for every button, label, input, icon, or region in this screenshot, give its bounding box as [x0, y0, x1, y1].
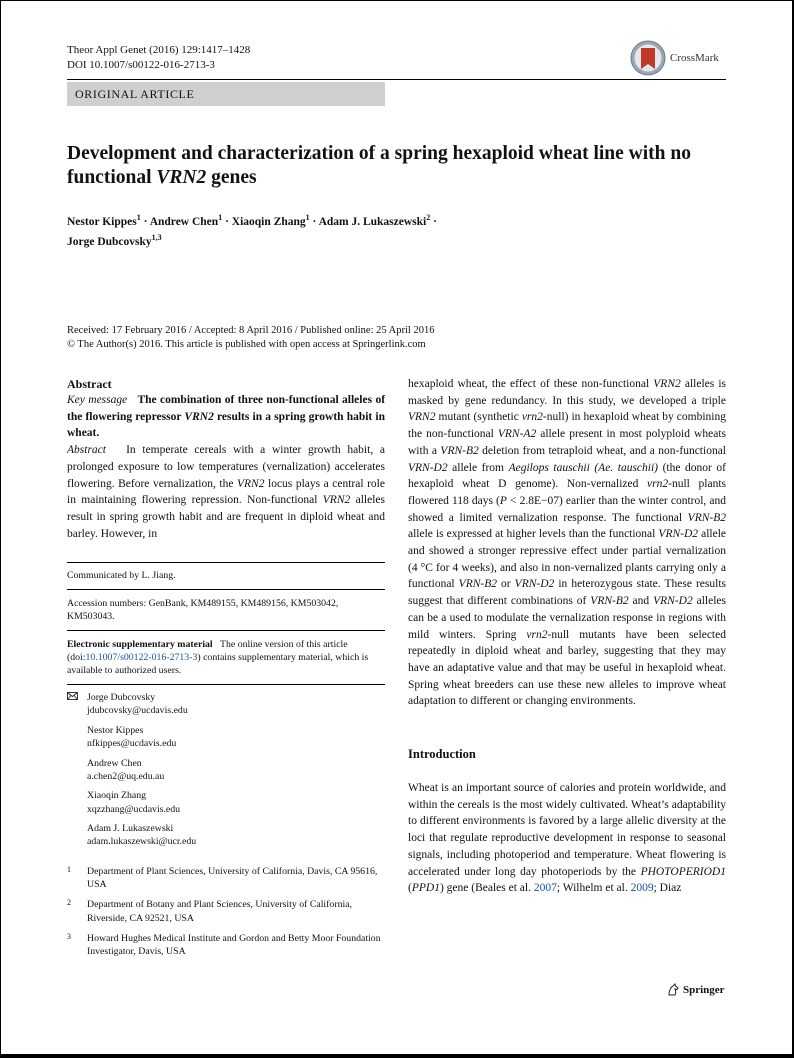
affiliation-number: 3: [67, 931, 71, 941]
affiliation-number: 2: [67, 898, 71, 908]
springer-horse-icon: [667, 983, 680, 996]
title-text-2: genes: [206, 167, 257, 188]
contact-name: Adam J. Lukaszewski: [87, 823, 174, 835]
affiliation-text: Department of Plant Sciences, University of California, Davis, CA 95616, USA: [87, 866, 378, 891]
title-text-1: Development and characterization of a spring hexaploid wheat line with no functional: [67, 143, 691, 188]
affiliation-number: 1: [67, 865, 71, 874]
contact-entry: [67, 691, 385, 717]
contact-entry: [67, 757, 385, 783]
author-affil-sup: 1,3: [151, 232, 162, 242]
abstract-label: Abstract: [67, 444, 106, 457]
contact-name: Xiaoqin Zhang: [87, 790, 147, 802]
publication-dates: [67, 324, 567, 352]
author-name[interactable]: Xiaoqin Zhang: [231, 215, 306, 228]
author-separator: ·: [309, 215, 319, 228]
communicated-by: Communicated by L. Jiang.: [67, 570, 176, 581]
abstract-text-left: Abstract In temperate cereals with a winter growth habit, a prolonged exposure to low temperatures (vernalization) accelerates flowering. Before vernalization, the VRN2 locus plays a central role in maintaining flowering repression. Non-functional VRN2 alleles result in spring growth habit and are frequent in diploid wheat and barley. However, in: [67, 444, 386, 540]
abstract-right-column: [408, 376, 726, 897]
contact-email[interactable]: adam.lukaszewski@ucr.edu: [87, 836, 197, 848]
author-name[interactable]: Andrew Chen: [149, 215, 219, 228]
author-affil-sup: 2: [426, 213, 431, 222]
introduction-text: Wheat is an important source of calories and protein worldwide, and within the cereals is the most widely cultivated. Wheat’s adaptability to different environments is favored by a large allelic diversity at the loci that regulate reproductive development in response to seasonal signals, including photoperiod and temperature. Wheat flowering is accelerated under long day photoperiods by the PHOTOPERIOD1 (PPD1) gene (Beales et al. 2007; Wilhelm et al. 2009; Diaz: [408, 782, 726, 895]
affiliation-entry: [67, 898, 385, 924]
author-name[interactable]: Adam J. Lukaszewski: [318, 215, 427, 228]
author-affil-sup: 1: [136, 213, 141, 222]
affiliations: [67, 865, 385, 965]
contact-name: Andrew Chen: [87, 757, 142, 769]
affiliation-text: Howard Hughes Medical Institute and Gordon and Betty Moor Foundation Investigator, Davis, USA: [87, 932, 381, 958]
author-separator: ·: [430, 215, 437, 228]
crossmark-label: CrossMark: [670, 52, 719, 64]
contact-email[interactable]: xqzzhang@ucdavis.edu: [87, 803, 181, 815]
author-name[interactable]: Jorge Dubcovsky: [67, 235, 152, 248]
affiliation-entry: [67, 865, 385, 891]
reference-link[interactable]: 2007: [533, 882, 557, 895]
page-border-left: [0, 0, 1, 1058]
reference-link[interactable]: 2009: [630, 882, 654, 895]
author-name[interactable]: Nestor Kippes: [67, 215, 137, 228]
affiliation-text: Department of Botany and Plant Sciences, University of California, Riverside, CA 92521, USA: [87, 899, 352, 924]
esm-label: Electronic supplementary material: [67, 639, 213, 650]
supplementary-doi-link[interactable]: 10.1007/s00122-016-2713-3: [85, 652, 198, 664]
author-separator: ·: [140, 215, 150, 228]
divider: [67, 589, 385, 590]
divider: [67, 684, 385, 685]
accession-numbers: Accession numbers: GenBank, KM489155, KM489156, KM503042, KM503043.: [67, 598, 339, 623]
page-border-bottom: [0, 1054, 794, 1058]
contact-email[interactable]: jdubcovsky@ucdavis.edu: [87, 705, 188, 717]
contact-entry: [67, 822, 385, 848]
dates-received-accepted: Received: 17 February 2016 / Accepted: 8 April 2016 / Published online: 25 April 2016: [67, 325, 435, 336]
journal-doi: DOI 10.1007/s00122-016-2713-3: [67, 58, 215, 71]
page-border-top: [0, 0, 794, 1]
crossmark-icon: [630, 40, 666, 76]
abstract-heading: Abstract: [67, 377, 112, 391]
contact-email[interactable]: a.chen2@uq.edu.au: [87, 770, 165, 782]
contact-email[interactable]: nfkippes@ucdavis.edu: [87, 738, 177, 749]
article-title: [67, 142, 707, 190]
journal-citation: Theor Appl Genet (2016) 129:1417–1428: [67, 44, 251, 56]
header-rule: [67, 79, 726, 80]
affiliation-entry: [67, 932, 385, 958]
supplementary-material-note: Electronic supplementary material The online version of this article (doi:10.1007/s00122-016-2713-3) contains supplementary material, which is available to authorized users.: [67, 639, 369, 677]
corresponding-contacts: [67, 691, 385, 855]
contact-entry: [67, 724, 385, 750]
author-separator: ·: [222, 215, 232, 228]
introduction-heading: Introduction: [408, 747, 476, 762]
author-affil-sup: 1: [218, 213, 223, 222]
divider: [67, 562, 385, 563]
contact-entry: [67, 789, 385, 815]
key-message: [67, 392, 385, 442]
journal-info: [67, 43, 250, 72]
contact-name: Jorge Dubcovsky: [87, 692, 156, 703]
publisher-logo: [667, 983, 725, 996]
author-list: [67, 210, 527, 250]
abstract-left-column: [67, 376, 385, 542]
author-affil-sup: 1: [305, 213, 310, 222]
key-message-label: Key message: [67, 394, 128, 406]
article-type-banner: ORIGINAL ARTICLE: [67, 82, 385, 106]
envelope-icon: [67, 692, 78, 700]
publisher-name: Springer: [683, 983, 725, 996]
crossmark-badge[interactable]: [630, 40, 719, 76]
copyright-line: © The Author(s) 2016. This article is published with open access at Springerlink.com: [67, 339, 426, 350]
abstract-text-right: hexaploid wheat, the effect of these non-functional VRN2 alleles is masked by gene redundancy. In this study, we developed a triple VRN2 mutant (synthetic vrn2-null) in hexaploid wheat by combining the non-functional VRN-A2 allele present in most polyploid wheats with a VRN-B2 deletion from tetraploid wheat, and a non-functional VRN-D2 allele from Aegilops tauschii (Ae. tauschii) (the donor of hexaploid wheat D genome). Non-vernalized vrn2-null plants flowered 118 days (P < 2.8E−07) earlier than the winter control, and showed a limited vernalization response. The functional VRN-B2 allele is expressed at higher levels than the functional VRN-D2 allele and showed a stronger repressive effect under partial vernalization (4 °C for 4 weeks), and also in non-vernalized plants carrying only a functional VRN-B2 or VRN-D2 in heterozygous state. These results suggest that different combinations of VRN-B2 and VRN-D2 alleles can be a used to modulate the vernalization response in regions with mild winters. Spring vrn2-null mutants have been selected repeatedly in diploid wheat and barley, suggesting that they may have an adaptative value and that may be useful in hexaploid wheat. Spring wheat breeders can use these new alleles to improve wheat adaptation to different or changing environments.: [408, 378, 727, 708]
divider: [67, 630, 385, 631]
contact-name: Nestor Kippes: [87, 724, 144, 736]
key-message-text: The combination of three non-functional alleles of the flowering repressor VRN2 results in a spring growth habit in wheat.: [67, 394, 386, 440]
title-gene: VRN2: [156, 167, 207, 188]
